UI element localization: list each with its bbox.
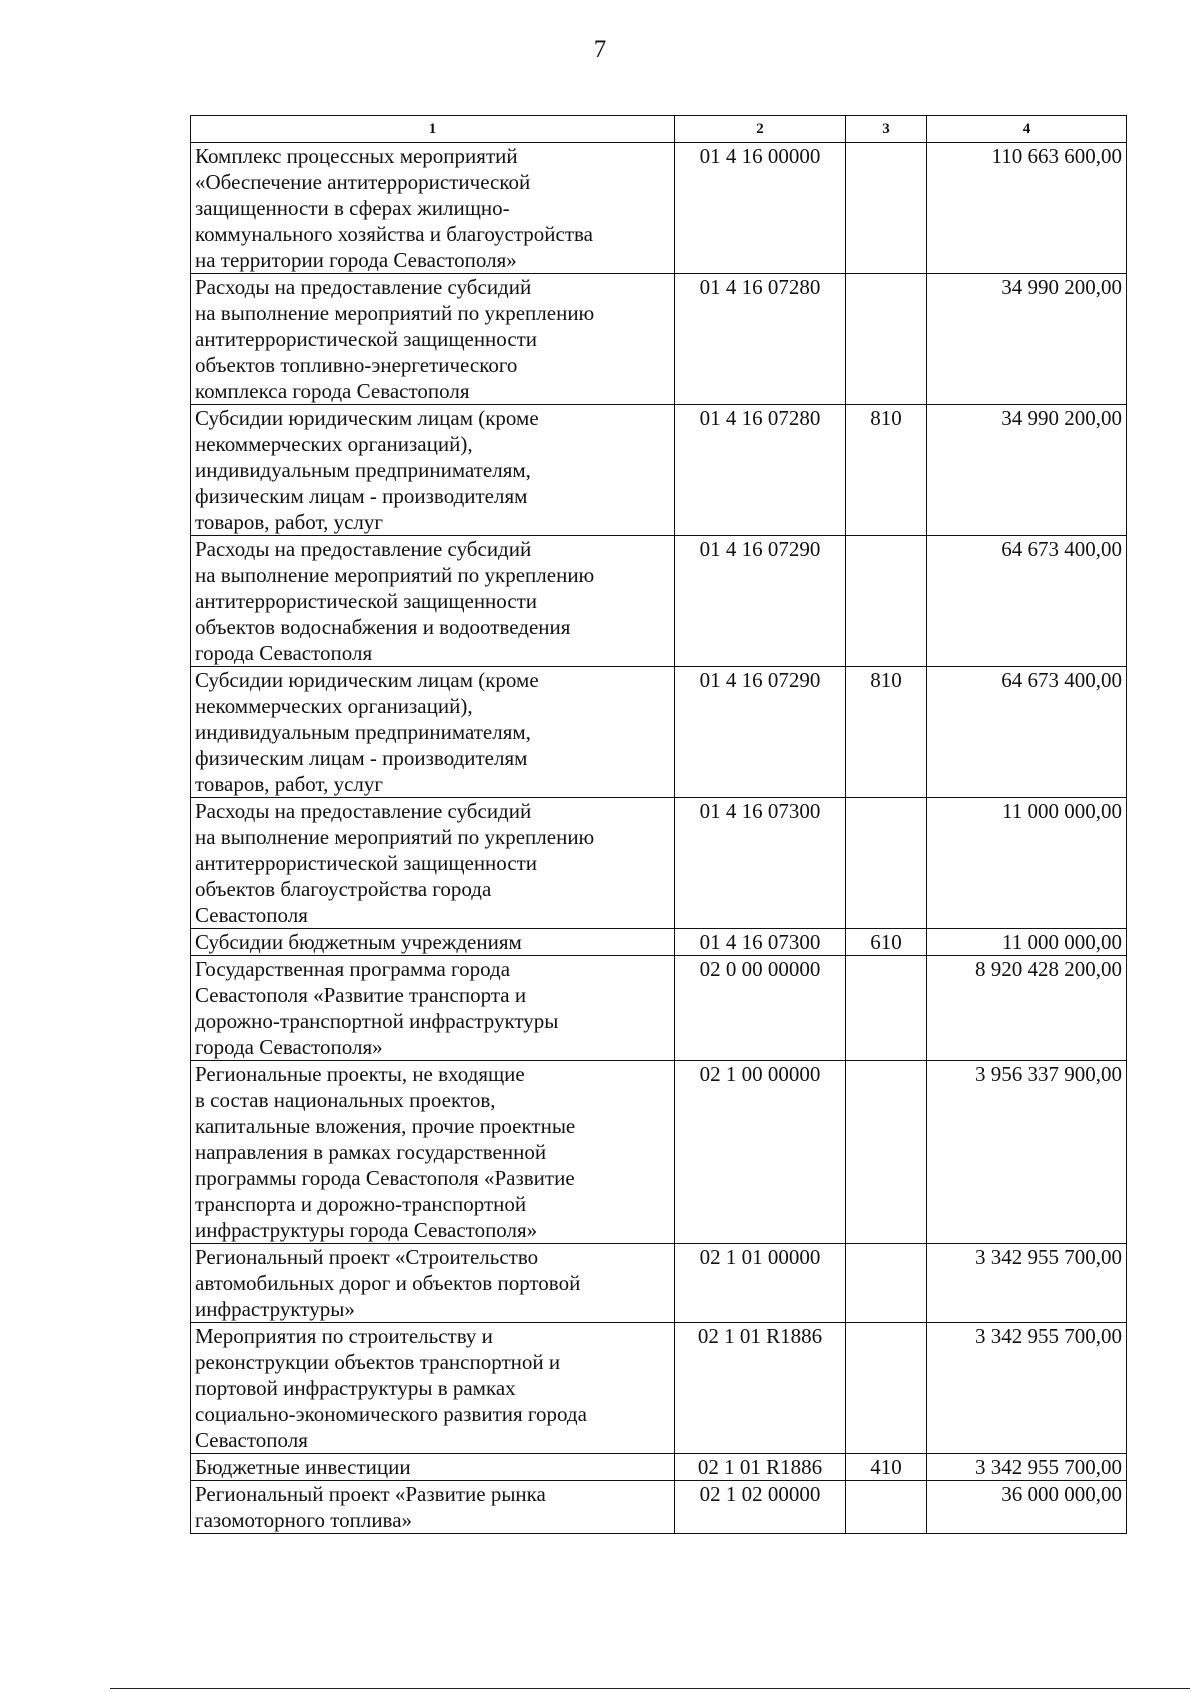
row-code: 01 4 16 07300 xyxy=(675,929,846,956)
row-amount: 64 673 400,00 xyxy=(927,536,1127,667)
row-type xyxy=(846,798,927,929)
row-name: Государственная программа города Севастополя «Развитие транспорта и дорожно-транспортной инфраструктуры города Севастополя» xyxy=(191,956,675,1061)
row-name: Мероприятия по строительству и реконструкции объектов транспортной и портовой инфраструктуры в рамках социально-экономического развития города Севастополя xyxy=(191,1323,675,1454)
row-type xyxy=(846,1323,927,1454)
header-col-4: 4 xyxy=(927,116,1127,143)
row-type xyxy=(846,274,927,405)
row-type xyxy=(846,536,927,667)
table-row xyxy=(191,405,1127,536)
row-type: 410 xyxy=(846,1454,927,1481)
row-amount: 3 342 955 700,00 xyxy=(927,1244,1127,1323)
row-name: Региональный проект «Строительство автомобильных дорог и объектов портовой инфраструктуры» xyxy=(191,1244,675,1323)
table-row xyxy=(191,956,1127,1061)
row-name: Региональные проекты, не входящие в состав национальных проектов, капитальные вложения, прочие проектные направления в рамках государственной программы города Севастополя «Развитие транспорта и дорожно-транспортной инфраструктуры города Севастополя» xyxy=(191,1061,675,1244)
row-amount: 8 920 428 200,00 xyxy=(927,956,1127,1061)
row-name: Расходы на предоставление субсидий на выполнение мероприятий по укреплению антитеррористической защищенности объектов благоустройства города Севастополя xyxy=(191,798,675,929)
table-header-row xyxy=(191,116,1127,143)
row-name: Расходы на предоставление субсидий на выполнение мероприятий по укреплению антитеррористической защищенности объектов водоснабжения и водоотведения города Севастополя xyxy=(191,536,675,667)
header-col-1: 1 xyxy=(191,116,675,143)
row-code: 02 1 01 R1886 xyxy=(675,1454,846,1481)
row-type: 810 xyxy=(846,405,927,536)
table-row xyxy=(191,536,1127,667)
row-name: Субсидии бюджетным учреждениям xyxy=(191,929,675,956)
row-name: Субсидии юридическим лицам (кроме некоммерческих организаций), индивидуальным предпринимателям, физическим лицам - производителям товаров, работ, услуг xyxy=(191,405,675,536)
row-code: 02 1 02 00000 xyxy=(675,1481,846,1534)
row-code: 01 4 16 07280 xyxy=(675,274,846,405)
row-amount: 64 673 400,00 xyxy=(927,667,1127,798)
row-type xyxy=(846,1481,927,1534)
row-code: 01 4 16 07280 xyxy=(675,405,846,536)
row-code: 02 1 01 00000 xyxy=(675,1244,846,1323)
table-row xyxy=(191,929,1127,956)
table-row xyxy=(191,143,1127,274)
header-col-3: 3 xyxy=(846,116,927,143)
row-amount: 36 000 000,00 xyxy=(927,1481,1127,1534)
table-row xyxy=(191,1454,1127,1481)
row-type xyxy=(846,956,927,1061)
row-amount: 3 342 955 700,00 xyxy=(927,1454,1127,1481)
table-row xyxy=(191,274,1127,405)
row-code: 02 1 01 R1886 xyxy=(675,1323,846,1454)
row-type: 810 xyxy=(846,667,927,798)
row-amount: 3 342 955 700,00 xyxy=(927,1323,1127,1454)
row-name: Региональный проект «Развитие рынка газомоторного топлива» xyxy=(191,1481,675,1534)
row-type xyxy=(846,1244,927,1323)
row-code: 02 1 00 00000 xyxy=(675,1061,846,1244)
table-row xyxy=(191,1061,1127,1244)
row-amount: 110 663 600,00 xyxy=(927,143,1127,274)
row-type: 610 xyxy=(846,929,927,956)
row-code: 01 4 16 07300 xyxy=(675,798,846,929)
row-code: 01 4 16 00000 xyxy=(675,143,846,274)
budget-table xyxy=(190,115,1127,1534)
table-row xyxy=(191,798,1127,929)
table-row xyxy=(191,667,1127,798)
row-type xyxy=(846,1061,927,1244)
row-amount: 34 990 200,00 xyxy=(927,405,1127,536)
row-type xyxy=(846,143,927,274)
table-row xyxy=(191,1323,1127,1454)
table-row xyxy=(191,1244,1127,1323)
header-col-2: 2 xyxy=(675,116,846,143)
row-amount: 3 956 337 900,00 xyxy=(927,1061,1127,1244)
row-name: Субсидии юридическим лицам (кроме некоммерческих организаций), индивидуальным предпринимателям, физическим лицам - производителям товаров, работ, услуг xyxy=(191,667,675,798)
row-name: Комплекс процессных мероприятий «Обеспечение антитеррористической защищенности в сферах жилищно- коммунального хозяйства и благоустройства на территории города Севастополя» xyxy=(191,143,675,274)
row-code: 01 4 16 07290 xyxy=(675,536,846,667)
row-name: Расходы на предоставление субсидий на выполнение мероприятий по укреплению антитеррористической защищенности объектов топливно-энергетического комплекса города Севастополя xyxy=(191,274,675,405)
row-code: 02 0 00 00000 xyxy=(675,956,846,1061)
row-amount: 34 990 200,00 xyxy=(927,274,1127,405)
table-row xyxy=(191,1481,1127,1534)
row-amount: 11 000 000,00 xyxy=(927,929,1127,956)
row-code: 01 4 16 07290 xyxy=(675,667,846,798)
row-amount: 11 000 000,00 xyxy=(927,798,1127,929)
bottom-rule xyxy=(110,1688,1190,1689)
row-name: Бюджетные инвестиции xyxy=(191,1454,675,1481)
page-number: 7 xyxy=(593,36,607,63)
